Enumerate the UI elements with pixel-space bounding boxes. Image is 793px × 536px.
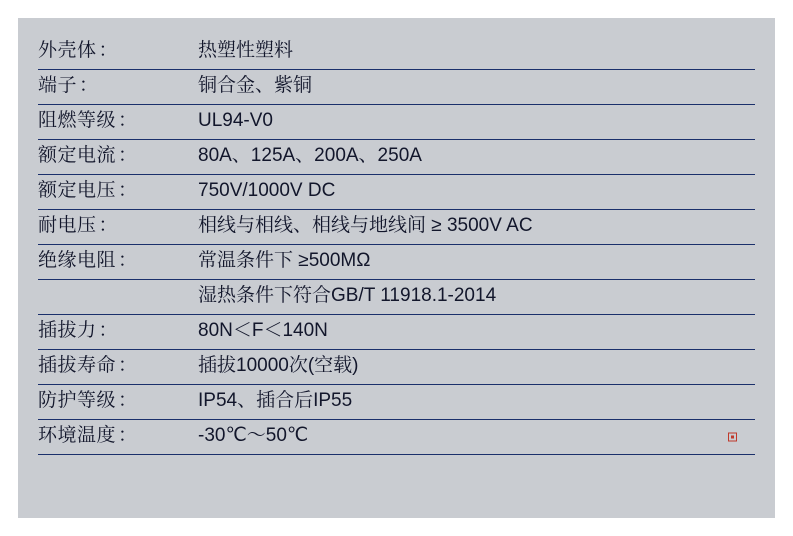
spec-label: 防护等级 (38, 390, 117, 412)
spec-label-cell (38, 384, 198, 419)
spec-label: 插拔寿命 (38, 355, 117, 377)
spec-colon: ： (118, 355, 138, 377)
spec-label: 耐电压 (38, 215, 97, 237)
table-row (38, 104, 755, 139)
spec-value: 湿热条件下符合GB/T 11918.1-2014 (198, 285, 497, 307)
specification-panel (18, 18, 775, 518)
spec-colon: ： (79, 75, 99, 97)
spec-value: 80A、125A、200A、250A (198, 145, 422, 167)
spec-label-cell (38, 419, 198, 454)
spec-label-cell (38, 209, 198, 244)
table-row (38, 69, 755, 104)
spec-colon: ： (118, 250, 138, 272)
table-row (38, 314, 755, 349)
spec-colon: ： (118, 145, 138, 167)
spec-label: 插拔力 (38, 320, 97, 342)
spec-label-cell (38, 244, 198, 279)
table-row (38, 244, 755, 279)
spec-label-cell (38, 174, 198, 209)
spec-label-cell (38, 314, 198, 349)
table-row (38, 384, 755, 419)
spec-value: IP54、插合后IP55 (198, 390, 353, 412)
spec-value: UL94-V0 (198, 110, 273, 132)
spec-value: 常温条件下 ≥500MΩ (198, 250, 371, 272)
spec-label-cell (38, 104, 198, 139)
spec-value-cell (198, 104, 755, 139)
spec-value-cell (198, 384, 755, 419)
table-row (38, 174, 755, 209)
spec-colon: ： (118, 390, 138, 412)
spec-value: 铜合金、紫铜 (198, 75, 313, 97)
table-row (38, 349, 755, 384)
spec-value: 相线与相线、相线与地线间 ≥ 3500V AC (198, 215, 533, 237)
spec-label-cell (38, 349, 198, 384)
spec-colon: ： (118, 180, 138, 202)
spec-value: 80N＜F＜140N (198, 320, 328, 342)
spec-label-cell (38, 69, 198, 104)
spec-label-cell (38, 279, 198, 314)
red-square-marker-icon (728, 432, 737, 441)
spec-value-cell (198, 419, 755, 454)
spec-value-cell (198, 34, 755, 69)
spec-value-cell (198, 244, 755, 279)
spec-label: 端子 (38, 75, 78, 97)
spec-label: 外壳体 (38, 39, 97, 61)
spec-value: 插拔10000次(空载) (198, 355, 359, 377)
spec-label: 阻燃等级 (38, 110, 117, 132)
table-row (38, 34, 755, 69)
spec-value-cell (198, 349, 755, 384)
spec-colon: ： (98, 320, 119, 342)
table-row (38, 209, 755, 244)
spec-label-cell (38, 139, 198, 174)
spec-value: -30℃～50℃ (198, 425, 309, 447)
spec-colon: ： (118, 425, 138, 447)
spec-colon: ： (98, 215, 119, 237)
spec-value-cell (198, 279, 755, 314)
spec-value-cell (198, 69, 755, 104)
specification-table (38, 34, 755, 455)
spec-value-cell (198, 174, 755, 209)
spec-label: 绝缘电阻 (38, 250, 117, 272)
spec-value: 热塑性塑料 (198, 39, 294, 61)
spec-colon: ： (118, 110, 138, 132)
table-row (38, 419, 755, 454)
spec-label: 额定电压 (38, 180, 117, 202)
spec-label: 环境温度 (38, 425, 117, 447)
spec-colon: ： (98, 39, 119, 61)
table-row-continuation (38, 279, 755, 314)
spec-label: 额定电流 (38, 145, 117, 167)
spec-value-cell (198, 314, 755, 349)
spec-value: 750V/1000V DC (198, 180, 336, 202)
table-row (38, 139, 755, 174)
spec-value-cell (198, 139, 755, 174)
spec-label-cell (38, 34, 198, 69)
spec-value-cell (198, 209, 755, 244)
